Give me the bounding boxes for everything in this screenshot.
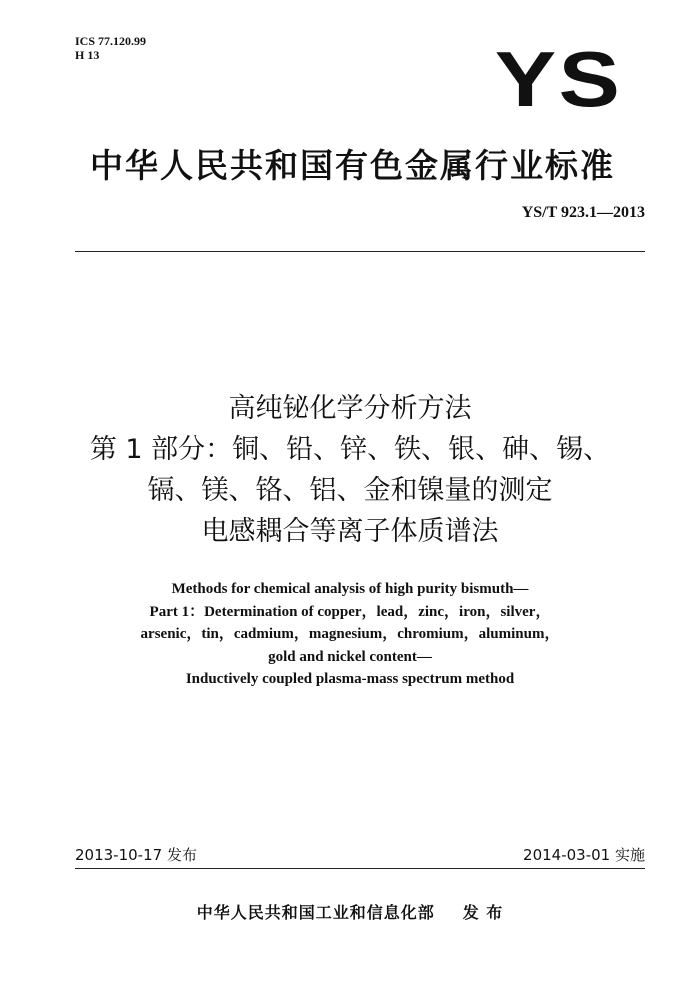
issue-date: 2013-10-17 发布 bbox=[75, 846, 197, 864]
classification-codes bbox=[75, 34, 146, 62]
publisher-name: 中华人民共和国工业和信息化部 bbox=[196, 903, 435, 922]
ys-logo: YS bbox=[494, 35, 623, 123]
chinese-title-line: 高纯铋化学分析方法 bbox=[228, 393, 472, 424]
industry-standard-title: 中华人民共和国有色金属行业标准 bbox=[90, 146, 615, 185]
publisher-action: 发 布 bbox=[462, 903, 504, 922]
ics-code: ICS 77.120.99 bbox=[75, 34, 147, 48]
english-title-line: gold and nickel content— bbox=[268, 648, 432, 665]
english-title-line: Inductively coupled plasma-mass spectrum method bbox=[185, 671, 515, 687]
chinese-title-line: 电感耦合等离子体质谱法 bbox=[201, 516, 499, 547]
footer-divider bbox=[75, 868, 645, 869]
chinese-title-line: 镉、镁、铬、铝、金和镍量的测定 bbox=[147, 475, 553, 506]
chinese-title bbox=[60, 388, 640, 552]
ccs-code: H 13 bbox=[75, 48, 100, 62]
chinese-title-line: 第 1 部分：铜、铅、锌、铁、银、砷、锡、 bbox=[89, 434, 611, 465]
english-title-line: arsenic，tin，cadmium，magnesium，chromium，aluminum， bbox=[140, 626, 560, 642]
standard-number: YS/T 923.1—2013 bbox=[521, 204, 645, 221]
header-divider bbox=[75, 251, 645, 252]
implementation-date: 2014-03-01 实施 bbox=[523, 846, 645, 864]
english-title bbox=[60, 578, 640, 691]
english-title-line: Methods for chemical analysis of high purity bismuth— bbox=[171, 581, 529, 597]
publisher bbox=[60, 900, 640, 923]
english-title-line: Part 1：Determination of copper，lead，zinc，iron，silver， bbox=[149, 603, 551, 620]
